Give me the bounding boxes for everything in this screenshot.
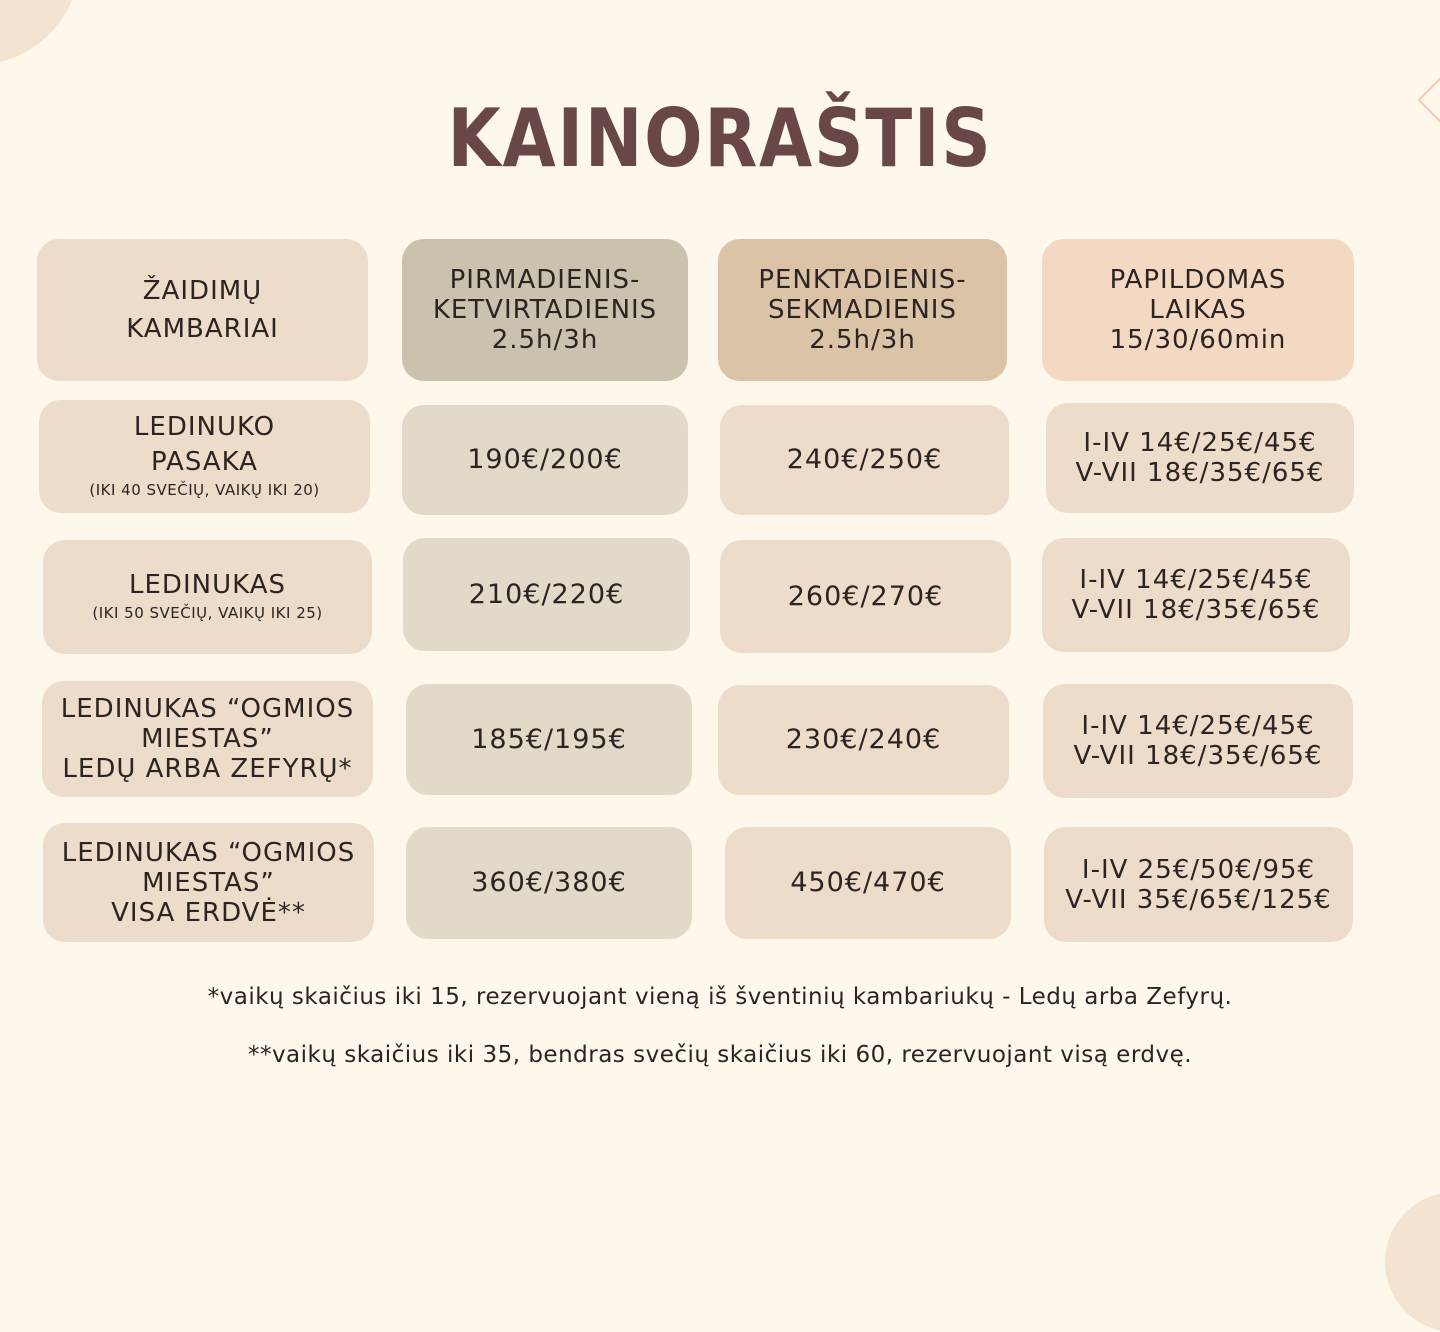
price-weekday (402, 405, 688, 515)
price-weekday (406, 827, 692, 939)
room-name-line: PASAKA (151, 447, 258, 477)
price-value: 190€/200€ (467, 444, 623, 475)
extra-line: I-IV 14€/25€/45€ (1083, 428, 1317, 458)
extra-line: V-VII 18€/35€/65€ (1075, 458, 1325, 488)
price-weekend (718, 685, 1009, 795)
price-weekend (725, 827, 1011, 939)
price-weekday (406, 684, 692, 795)
header-weekend-line: PENKTADIENIS- (758, 265, 967, 295)
room-label-ledinuko-pasaka (39, 400, 370, 513)
header-extra-line: 15/30/60min (1109, 325, 1287, 355)
price-value: 260€/270€ (787, 580, 944, 612)
room-label-ogmios-visa-erdve (43, 823, 374, 942)
price-value: 360€/380€ (471, 867, 627, 898)
price-extra-time (1043, 684, 1353, 798)
room-name-line: LEDINUKAS “OGMIOS (61, 837, 356, 868)
price-extra-time (1042, 538, 1350, 652)
room-name-line: VISA ERDVĖ** (111, 897, 306, 928)
header-extra-time (1042, 239, 1354, 381)
room-name-line: LEDINUKO (133, 412, 276, 442)
footnote-single-star: *vaikų skaičius iki 15, rezervuojant vieną iš šventinių kambariukų - Ledų arba Zefyrų. (207, 984, 1233, 1010)
room-capacity: (IKI 40 SVEČIŲ, VAIKŲ IKI 20) (89, 481, 320, 499)
extra-line: V-VII 35€/65€/125€ (1065, 884, 1332, 915)
price-weekday (403, 538, 690, 651)
price-value: 450€/470€ (790, 867, 946, 898)
price-weekend (720, 405, 1009, 515)
room-label-ledinukas (43, 540, 372, 654)
room-name-line: MIESTAS” (142, 867, 275, 898)
header-extra-line: LAIKAS (1149, 295, 1247, 325)
extra-line: V-VII 18€/35€/65€ (1071, 595, 1321, 625)
header-weekend-line: 2.5h/3h (809, 325, 916, 355)
decorative-circle-top-left (0, 0, 80, 65)
price-value: 210€/220€ (468, 578, 625, 610)
price-extra-time (1046, 403, 1354, 513)
room-name-line: LEDINUKAS (129, 570, 286, 600)
header-rooms (37, 239, 368, 381)
decorative-circle-bottom-right (1385, 1192, 1440, 1332)
header-rooms-line: KAMBARIAI (126, 314, 279, 344)
room-label-ogmios-ledu-zefyru (42, 681, 373, 797)
price-value: 185€/195€ (471, 723, 627, 755)
header-weekday-line: PIRMADIENIS- (449, 265, 641, 295)
header-weekend-line: SEKMADIENIS (768, 295, 957, 325)
extra-line: I-IV 14€/25€/45€ (1081, 711, 1315, 741)
price-extra-time (1044, 827, 1353, 942)
header-weekday-line: KETVIRTADIENIS (432, 295, 658, 325)
decorative-diamond (1417, 77, 1440, 122)
footnote-double-star: **vaikų skaičius iki 35, bendras svečių skaičius iki 60, rezervuojant visą erdvę. (247, 1042, 1193, 1068)
header-extra-line: PAPILDOMAS (1109, 265, 1287, 295)
header-weekday-line: 2.5h/3h (491, 325, 599, 355)
header-rooms-line: ŽAIDIMŲ (142, 276, 263, 306)
room-name-line: LEDŲ ARBA ZEFYRŲ* (62, 754, 353, 784)
room-capacity: (IKI 50 SVEČIŲ, VAIKŲ IKI 25) (92, 604, 323, 622)
price-weekend (720, 540, 1011, 653)
room-name-line: LEDINUKAS “OGMIOS (60, 694, 355, 724)
extra-line: I-IV 14€/25€/45€ (1079, 565, 1313, 595)
page-title: KAINORAŠTIS (447, 92, 993, 185)
room-name-line: MIESTAS” (141, 724, 274, 754)
price-value: 230€/240€ (785, 724, 942, 755)
extra-line: V-VII 18€/35€/65€ (1073, 741, 1323, 771)
price-value: 240€/250€ (786, 444, 943, 475)
extra-line: I-IV 25€/50€/95€ (1081, 854, 1316, 885)
header-weekday (402, 239, 688, 381)
header-weekend (718, 239, 1007, 381)
